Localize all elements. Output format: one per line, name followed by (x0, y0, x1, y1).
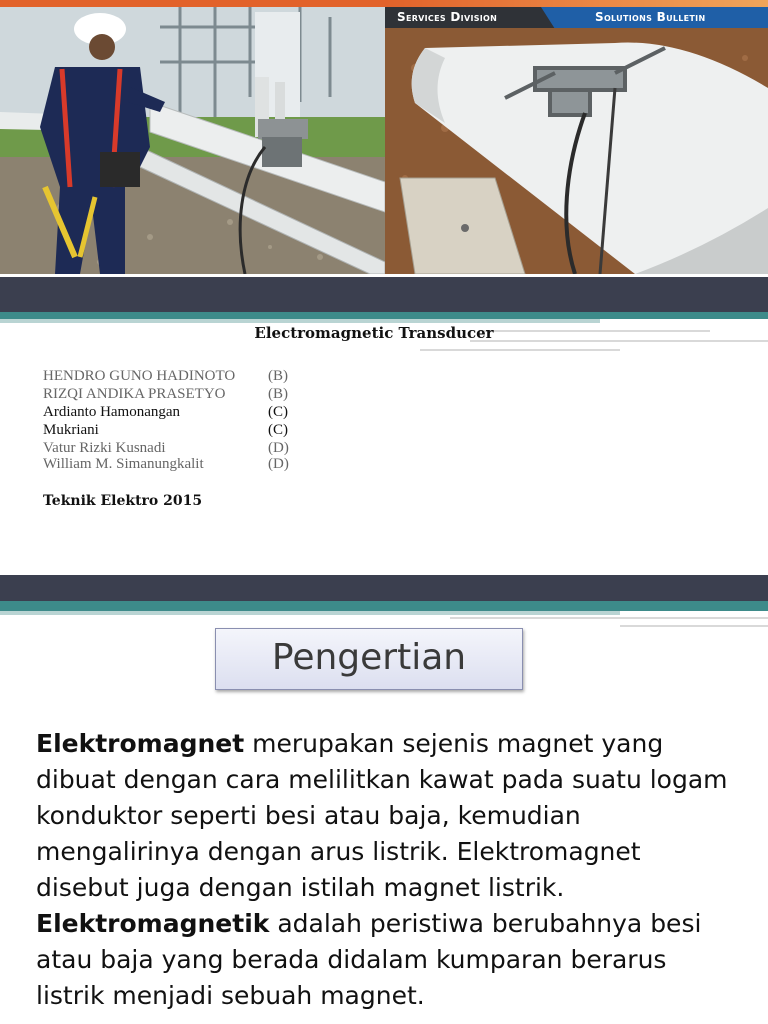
member-name: William M. Simanungkalit (43, 456, 204, 472)
band-teal (0, 601, 768, 611)
band-light (0, 319, 600, 323)
definition-paragraph (36, 726, 736, 1014)
member-name: Mukriani (43, 422, 99, 438)
member-row (43, 403, 343, 421)
slide-pengertian (0, 575, 768, 1024)
member-row (43, 439, 343, 455)
section-heading: Pengertian (271, 637, 467, 678)
member-name: RIZQI ANDIKA PRASETYO (43, 386, 226, 402)
band-dark (0, 277, 768, 312)
definition-elektromagnetik: adalah peristiwa berubahnya besi atau baja yang berada didalam kumparan berarus listrik menjadi sebuah magnet. (36, 909, 702, 1010)
program-label: Teknik Elektro 2015 (43, 493, 203, 509)
member-class: (D) (268, 456, 289, 472)
member-row (43, 455, 343, 473)
member-class: (B) (268, 386, 288, 402)
photo-worker-pipeline (0, 7, 385, 274)
band-light (0, 611, 620, 615)
member-row (43, 367, 343, 385)
deco-line (450, 617, 768, 619)
presentation-title: Electromagnetic Transducer (254, 324, 494, 342)
banner-services-label: Services Division (397, 10, 498, 24)
banner (385, 7, 768, 29)
member-name: HENDRO GUNO HADINOTO (43, 368, 236, 384)
banner-bulletin (555, 7, 768, 29)
deco-line (620, 625, 768, 627)
member-class: (C) (268, 404, 288, 420)
member-row (43, 421, 343, 439)
member-list (43, 367, 343, 473)
banner-bulletin-label: Solutions Bulletin (595, 10, 706, 24)
member-name: Vatur Rizki Kusnadi (43, 440, 166, 456)
heading-box (215, 628, 523, 690)
presentation-title-wrap (0, 324, 768, 342)
member-class: (B) (268, 368, 288, 384)
banner-services (385, 7, 555, 29)
member-class: (C) (268, 422, 288, 438)
band-dark (0, 575, 768, 601)
photo-pipe-transducer (385, 28, 768, 274)
deco-line (420, 349, 620, 351)
member-name: Ardianto Hamonangan (43, 404, 181, 420)
member-class: (D) (268, 440, 289, 456)
member-row (43, 385, 343, 403)
band-teal (0, 312, 768, 319)
accent-strip (0, 0, 768, 7)
term-elektromagnetik: Elektromagnetik (36, 909, 270, 938)
definition-elektromagnet: merupakan sejenis magnet yang dibuat dengan cara melilitkan kawat pada suatu logam konduktor seperti besi atau baja, kemudian mengalirinya dengan arus listrik. Elektromagnet disebut juga dengan istilah magnet listrik. (36, 729, 728, 902)
term-elektromagnet: Elektromagnet (36, 729, 245, 758)
